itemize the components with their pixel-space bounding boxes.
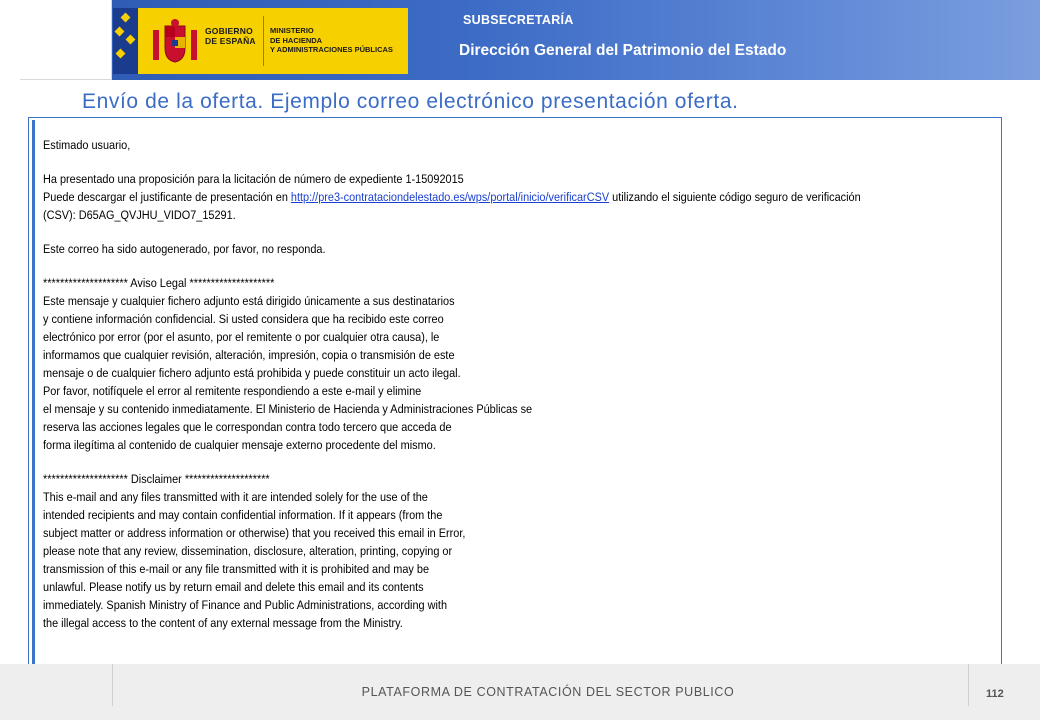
legal-line: informamos que cualquier revisión, alteración, impresión, copia o transmisión de este: [43, 348, 455, 362]
gov-logo-text: [205, 26, 256, 46]
ministry-line: MINISTERIO: [270, 26, 314, 35]
legal-heading: ******************** Aviso Legal ********************: [43, 276, 275, 290]
disclaimer-heading: ******************** Disclaimer ********************: [43, 472, 270, 486]
email-download-suffix: utilizando el siguiente código seguro de verificación: [609, 190, 861, 204]
disclaimer-line: unlawful. Please notify us by return email and delete this email and its contents: [43, 580, 424, 594]
legal-line: reserva las acciones legales que le correspondan contra todo tercero que acceda de: [43, 420, 452, 434]
gov-logo-line: DE ESPAÑA: [205, 36, 256, 46]
subsecretaria-label: SUBSECRETARÍA: [463, 13, 574, 27]
disclaimer-line: the illegal access to the content of any external message from the Ministry.: [43, 616, 403, 630]
legal-line: el mensaje y su contenido inmediatamente. El Ministerio de Hacienda y Administraciones Públicas se: [43, 402, 533, 416]
disclaimer-line: transmission of this e-mail or any file transmitted with it is prohibited and may be: [43, 562, 430, 576]
ministry-text: [270, 26, 393, 55]
footer-platform-name: PLATAFORMA DE CONTRATACIÓN DEL SECTOR PUBLICO: [361, 685, 735, 699]
slide-title: Envío de la oferta. Ejemplo correo electrónico presentación oferta.: [82, 90, 739, 113]
ministry-line: Y ADMINISTRACIONES PÚBLICAS: [270, 45, 393, 54]
header-left-area: [0, 0, 112, 80]
logo-divider: [263, 16, 264, 66]
gov-logo-line: GOBIERNO: [205, 26, 253, 36]
frame-accent: [32, 120, 35, 665]
verification-link[interactable]: http://pre3-contrataciondelestado.es/wps/portal/inicio/verificarCSV: [290, 190, 610, 204]
legal-line: electrónico por error (por el asunto, por el remitente o por cualquier otra causa), le: [43, 330, 440, 344]
email-csv-line: (CSV): D65AG_QVJHU_VIDO7_15291.: [43, 208, 236, 222]
page-number: 112: [986, 688, 1004, 700]
star-icon: [121, 13, 131, 23]
footer: [0, 664, 1040, 720]
email-body: [43, 136, 886, 632]
email-proposal-line: Ha presentado una proposición para la licitación de número de expediente 1-15092015: [43, 172, 464, 186]
coat-of-arms-icon: [149, 16, 201, 68]
disclaimer-line: please note that any review, dissemination, disclosure, alteration, printing, copying or: [43, 544, 453, 558]
email-download-prefix: Puede descargar el justificante de presentación en: [43, 190, 291, 204]
government-logo: [113, 8, 408, 74]
email-frame: [28, 117, 1002, 668]
ministry-line: DE HACIENDA: [270, 35, 323, 45]
disclaimer-line: This e-mail and any files transmitted with it are intended solely for the use of the: [43, 490, 428, 504]
legal-line: Por favor, notifíquele el error al remitente respondiendo a este e-mail y elimine: [43, 384, 422, 398]
eu-flag-strip: [113, 8, 138, 74]
disclaimer-line: immediately. Spanish Ministry of Finance and Public Administrations, according with: [43, 598, 448, 612]
legal-line: mensaje o de cualquier fichero adjunto está prohibida y puede constituir un acto ilegal.: [43, 366, 461, 380]
legal-line: Este mensaje y cualquier fichero adjunto está dirigido únicamente a sus destinatarios: [43, 294, 455, 308]
guide-line-horizontal: [20, 79, 112, 80]
email-download-line: [43, 188, 886, 206]
star-icon: [126, 35, 136, 45]
email-greeting: Estimado usuario,: [43, 138, 131, 152]
legal-line: forma ilegítima al contenido de cualquier mensaje externo procedente del mismo.: [43, 438, 436, 452]
star-icon: [115, 27, 125, 37]
legal-line: y contiene información confidencial. Si usted considera que ha recibido este correo: [43, 312, 444, 326]
disclaimer-line: subject matter or address information or otherwise) that you received this email in Error,: [43, 526, 466, 540]
disclaimer-line: intended recipients and may contain confidential information. If it appears (from the: [43, 508, 443, 522]
direccion-label: Dirección General del Patrimonio del Estado: [459, 42, 787, 59]
email-autogen-line: Este correo ha sido autogenerado, por favor, no responda.: [43, 242, 326, 256]
star-icon: [116, 49, 126, 59]
